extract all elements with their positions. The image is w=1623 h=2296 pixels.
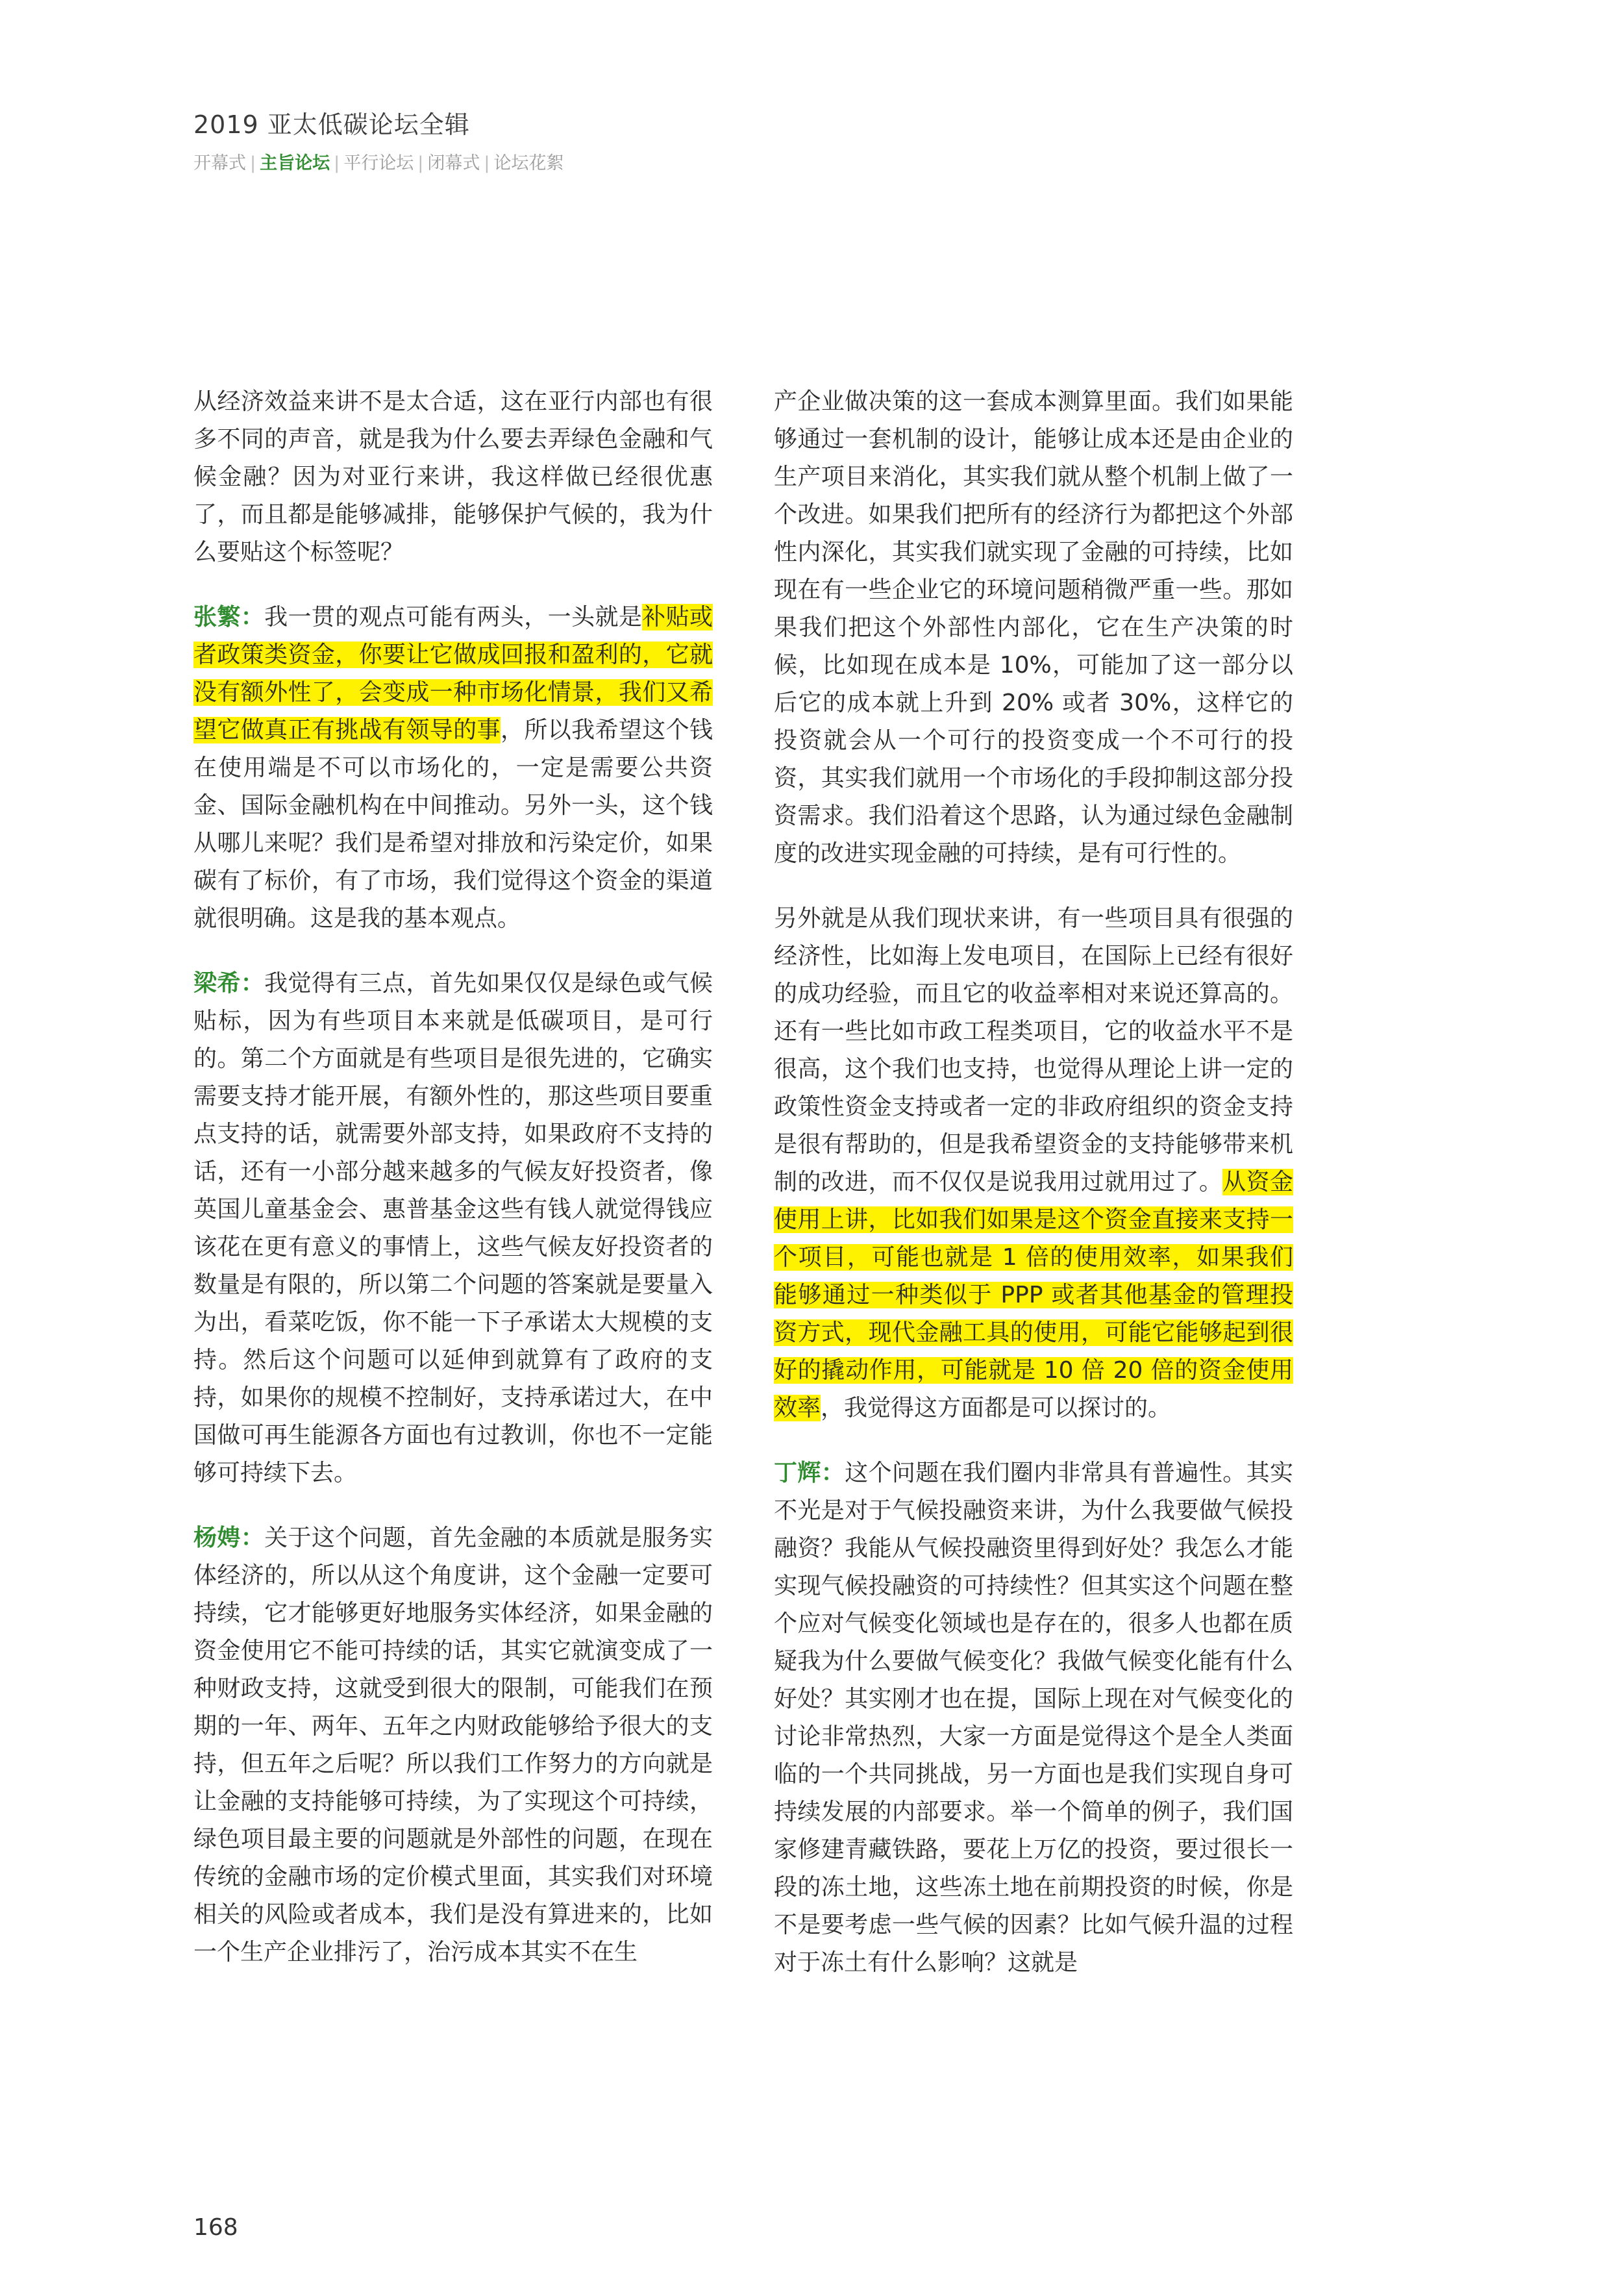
paragraph bbox=[193, 383, 713, 571]
paragraph bbox=[774, 1454, 1293, 1982]
highlighted-text: 补贴或者政策类资金，你要让它做成回报和盈利的，它就没有额外性了，会变成一种市场化情景，我们又希望它做真正有挑战有领导的事 bbox=[193, 604, 713, 743]
paragraph-text: 我一贯的观点可能有两头，一头就是 bbox=[264, 604, 643, 630]
speaker-name: 张繁： bbox=[193, 604, 265, 630]
paragraph-text: 从经济效益来讲不是太合适，这在亚行内部也有很多不同的声音，就是我为什么要去弄绿色金融和气候金融？因为对亚行来讲，我这样做已经很优惠了，而且都是能够减排，能够保护气候的，我为什么要贴这个标签呢？ bbox=[193, 388, 713, 566]
left-column bbox=[193, 383, 713, 1999]
nav-item-parallel[interactable]: 平行论坛 bbox=[343, 153, 414, 173]
paragraph-text: 产企业做决策的这一套成本测算里面。我们如果能够通过一套机制的设计，能够让成本还是由企业的生产项目来消化，其实我们就从整个机制上做了一个改进。如果我们把所有的经济行为都把这个外部性内深化，其实我们就实现了金融的可持续，比如现在有一些企业它的环境问题稍微严重一些。那如果我们把这个外部性内部化，它在生产决策的时候，比如现在成本是 10%，可能加了这一部分以后它的成本就上升到 20% 或者 30%，这样它的投资就会从一个可行的投资变成一个不可行的投资，其实我们就用一个市场化的手段抑制这部分投资需求。我们沿着这个思路，认为通过绿色金融制度的改进实现金融的可持续，是有可行性的。 bbox=[774, 388, 1293, 867]
nav-item-opening[interactable]: 开幕式 bbox=[193, 153, 246, 173]
paragraph-text: 关于这个问题，首先金融的本质就是服务实体经济的，所以从这个角度讲，这个金融一定要可持续，它才能够更好地服务实体经济，如果金融的资金使用它不能可持续的话，其实它就演变成了一种财政支持，这就受到很大的限制，可能我们在预期的一年、两年、五年之内财政能够给予很大的支持，但五年之后呢？所以我们工作努力的方向就是让金融的支持能够可持续，为了实现这个可持续，绿色项目最主要的问题就是外部性的问题，在现在传统的金融市场的定价模式里面，其实我们对环境相关的风险或者成本，我们是没有算进来的，比如一个生产企业排污了，治污成本其实不在生 bbox=[193, 1525, 713, 1965]
right-column bbox=[774, 383, 1293, 2009]
highlighted-text: 从资金使用上讲，比如我们如果是这个资金直接来支持一个项目，可能也就是 1 倍的使用效率，如果我们能够通过一种类似于 PPP 或者其他基金的管理投资方式，现代金融工具的使用，可能它能够起到很好的撬动作用，可能就是 10 倍 20 倍的资金使用效率 bbox=[774, 1169, 1293, 1421]
nav-item-closing[interactable]: 闭幕式 bbox=[427, 153, 480, 173]
paragraph-text: ，所以我希望这个钱在使用端是不可以市场化的，一定是需要公共资金、国际金融机构在中间推动。另外一头，这个钱从哪儿来呢？我们是希望对排放和污染定价，如果碳有了标价，有了市场，我们觉得这个资金的渠道就很明确。这是我的基本观点。 bbox=[193, 717, 713, 932]
paragraph-text: 另外就是从我们现状来讲，有一些项目具有很强的经济性，比如海上发电项目，在国际上已经有很好的成功经验，而且它的收益率相对来说还算高的。还有一些比如市政工程类项目，它的收益水平不是很高，这个我们也支持，也觉得从理论上讲一定的政策性资金支持或者一定的非政府组织的资金支持是很有帮助的，但是我希望资金的支持能够带来机制的改进，而不仅仅是说我用过就用过了。 bbox=[774, 905, 1293, 1195]
speaker-name: 杨娉： bbox=[193, 1525, 265, 1551]
speaker-name: 梁希： bbox=[193, 970, 265, 997]
nav-separator: | bbox=[250, 153, 256, 173]
page-number: 168 bbox=[193, 2214, 238, 2241]
paragraph-text: ，我觉得这方面都是可以探讨的。 bbox=[821, 1395, 1172, 1421]
paragraph bbox=[774, 383, 1293, 873]
book-title: 2019 亚太低碳论坛全辑 bbox=[193, 110, 470, 139]
paragraph-text: 这个问题在我们圈内非常具有普遍性。其实不光是对于气候投融资来讲，为什么我要做气候投融资？我能从气候投融资里得到好处？我怎么才能实现气候投融资的可持续性？但其实这个问题在整个应对气候变化领域也是存在的，很多人也都在质疑我为什么要做气候变化？我做气候变化能有什么好处？其实刚才也在提，国际上现在对气候变化的讨论非常热烈，大家一方面是觉得这个是全人类面临的一个共同挑战，另一方面也是我们实现自身可持续发展的内部要求。举一个简单的例子，我们国家修建青藏铁路，要花上万亿的投资，要过很长一段的冻土地，这些冻土地在前期投资的时候，你是不是要考虑一些气候的因素？比如气候升温的过程对于冻土有什么影响？这就是 bbox=[774, 1460, 1293, 1976]
section-nav bbox=[193, 151, 564, 177]
paragraph bbox=[193, 965, 713, 1492]
nav-item-highlights[interactable]: 论坛花絮 bbox=[493, 153, 564, 173]
speaker-name: 丁辉： bbox=[774, 1460, 845, 1486]
running-header bbox=[193, 105, 564, 177]
paragraph bbox=[193, 1519, 713, 1971]
nav-separator: | bbox=[484, 153, 490, 173]
nav-separator: | bbox=[417, 153, 424, 173]
paragraph bbox=[193, 599, 713, 938]
paragraph-text: 我觉得有三点，首先如果仅仅是绿色或气候贴标，因为有些项目本来就是低碳项目，是可行的。第二个方面就是有些项目是很先进的，它确实需要支持才能开展，有额外性的，那这些项目要重点支持的话，就需要外部支持，如果政府不支持的话，还有一小部分越来越多的气候友好投资者，像英国儿童基金会、惠普基金这些有钱人就觉得钱应该花在更有意义的事情上，这些气候友好投资者的数量是有限的，所以第二个问题的答案就是要量入为出，看菜吃饭，你不能一下子承诺太大规模的支持。然后这个问题可以延伸到就算有了政府的支持，如果你的规模不控制好，支持承诺过大，在中国做可再生能源各方面也有过教训，你也不一定能够可持续下去。 bbox=[193, 970, 713, 1486]
nav-item-keynote[interactable]: 主旨论坛 bbox=[260, 153, 330, 173]
nav-separator: | bbox=[334, 153, 340, 173]
paragraph bbox=[774, 900, 1293, 1427]
